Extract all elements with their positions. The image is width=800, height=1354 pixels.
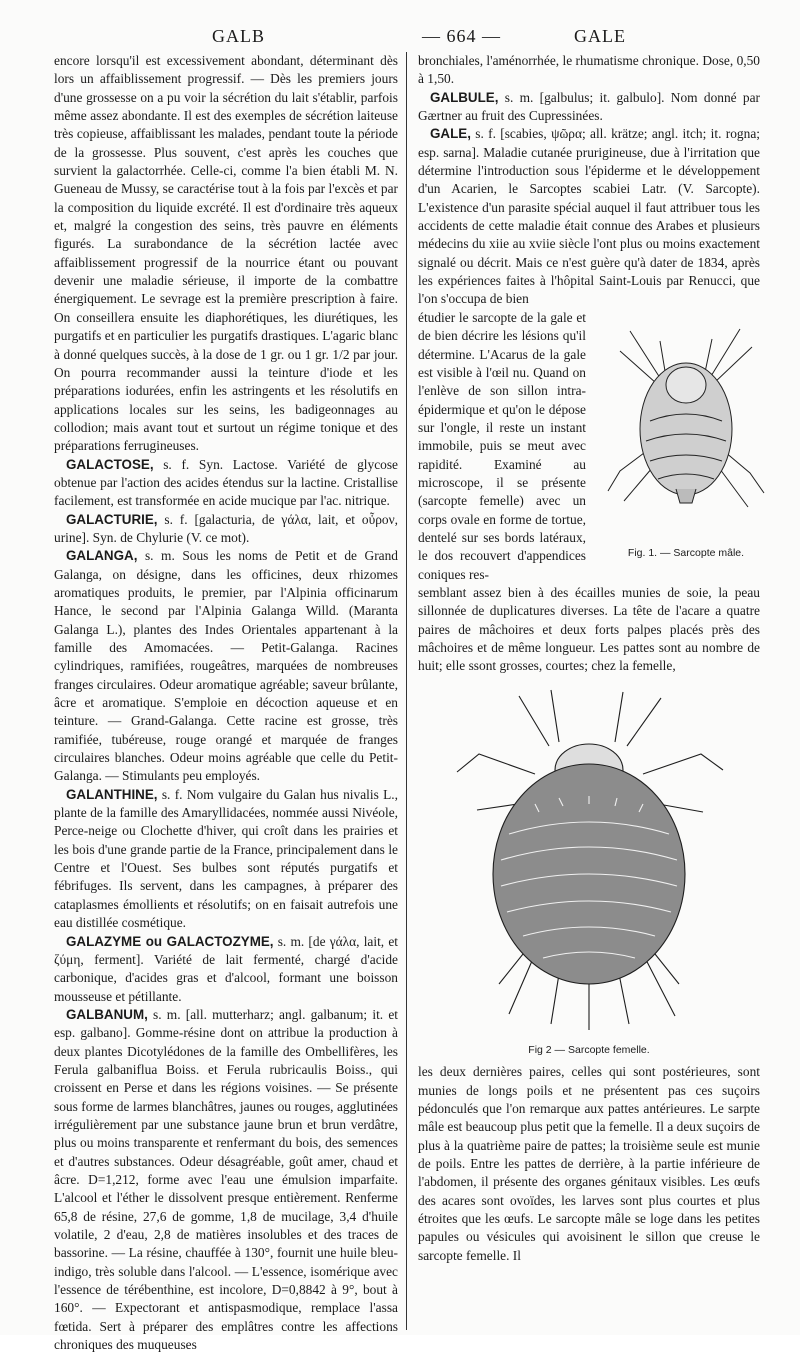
entry-galbule bbox=[418, 89, 760, 126]
entry-headword: GALACTURIE, bbox=[66, 511, 158, 527]
entry-headword: GALAZYME ou GALACTOZYME, bbox=[66, 933, 274, 949]
female-sarcopte-illustration bbox=[439, 684, 739, 1034]
male-sarcopte-illustration bbox=[600, 311, 772, 539]
figure-2 bbox=[418, 684, 760, 1060]
entry-headword: GALANTHINE, bbox=[66, 786, 158, 802]
figure-2-caption: Fig 2 — Sarcopte femelle. bbox=[528, 1044, 650, 1057]
entry-headword: GALE, bbox=[430, 126, 471, 142]
page-number: — 664 — bbox=[422, 26, 501, 46]
entry-text: s. m. [galbulus; it. galbulo]. Nom donné par Gærtner au fruit des Cupressinées. bbox=[418, 89, 760, 124]
running-head-left: GALB bbox=[212, 26, 265, 46]
entry-text: s. f. [galacturia, de γάλα, lait, et οὖρον, urine]. Syn. de Chylurie (V. ce mot). bbox=[54, 511, 398, 545]
entry-galanthine bbox=[54, 786, 398, 933]
entry-headword: GALACTOSE, bbox=[66, 456, 154, 472]
entry-headword: GALBULE, bbox=[430, 89, 499, 105]
figure-1-block bbox=[418, 309, 760, 584]
entry-galazyme bbox=[54, 933, 398, 1006]
entry-gale bbox=[418, 125, 760, 308]
gale-text-continued: semblant assez bien à des écailles munies de soie, la peau sillonnée de duplicatures diverses. La tête de l'acare a quatre paires de mâchoires et deux forts palpes placés près des mâchoires et de même longueur. Les pattes sont au nombre de huit; elle ssont grosses, courtes; chez la femelle, bbox=[418, 584, 760, 674]
column-divider bbox=[406, 52, 407, 1330]
entry-continuation bbox=[54, 52, 398, 456]
entry-text: s. f. [scabies, ψῶρα; all. krätze; angl. itch; it. rogna; esp. sarna]. Maladie cutanée prurigineuse, due à l'irritation que détermine l'introduction sous l'épiderme et le développement d'un Acarien, le Sarcoptes scabiei Latr. (V. Sarcopte). L'existence d'un parasite spécial auquel il faut attribuer tous les accidents de cette maladie était connue des Arabes et plusieurs médecins du xiie au xviie siècle l'ont plus ou moins exactement signalé ou décrit. Mais ce n'est guère qu'à dater de 1834, après les expériences faites à l'hôpital Saint-Louis par Renucci, que l'on s'occupa de bien bbox=[418, 126, 760, 307]
entry-galanga bbox=[54, 547, 398, 785]
figure-1-caption: Fig. 1. — Sarcopte mâle. bbox=[627, 547, 745, 560]
entry-headword: GALBANUM, bbox=[66, 1006, 148, 1022]
figure-1 bbox=[600, 311, 772, 563]
running-head bbox=[52, 26, 764, 50]
entry-headword: GALANGA, bbox=[66, 548, 138, 564]
entry-text: s. f. Syn. Lactose. Variété de glycose obtenue par l'action des acides étendus sur la lactine. Cristallise facilement, est transformée en acide mucique par l'ac. nitrique. bbox=[54, 456, 398, 509]
entry-galactose bbox=[54, 456, 398, 511]
entry-text: s. m. Sous les noms de Petit et de Grand Galanga, on désigne, dans les officines, deux rhizomes aromatiques produits, le premier, par l'Alpinia officinarum Hance, le second par l'Alpinia Galanga Willd. (Maranta Galanga L.), plantes des Indes Orientales appartenant à la famille des Amomacées. — Petit-Galanga. Racines cylindriques, ramifiées, rougeâtres, marquées de nombreuses franges circulaires. Odeur aromatique agréable; saveur brûlante, âcre et aromatique. S'emploie en décoction aqueuse et en teinture. — Grand-Galanga. Cette racine est grosse, très ramifiée, tubéreuse, rouge orangé et marquée de franges circulaires blanches. Odeur moins agréable que celle du Petit-Galanga. — Stimulants peu employés. bbox=[54, 548, 398, 784]
entry-text: s. m. [de γάλα, lait, et ζύμη, ferment]. Variété de lait fermenté, chargé d'acide carbonique, d'acides gras et d'alcool, formant une boisson mousseuse et pétillante. bbox=[54, 933, 399, 1004]
entry-text: s. f. Nom vulgaire du Galan hus nivalis L., plante de la famille des Amaryllidacées, nommée aussi Nivéole, Perce-neige ou Clochette d'hiver, qui croît dans les prairies et les bois d'une grande partie de la France, principalement dans le Centre et l'Ouest. Ses bulbes sont réputés purgatifs et fébrifuges. Ils servent, dans les campagnes, à préparer des cataplasmes émollients et résolutifs; on en faisait autrefois une eau distillée cosmétique. bbox=[54, 786, 398, 931]
gale-text-narrow: étudier le sarcopte de la gale et de bien décrire les lésions qu'il détermine. L'Acarus de la gale est visible à l'œil nu. Quand on l'enlève de son sillon intra-épidermique et qu'on le dépose sur l'ongle, il reste un instant immobile, puis se meut avec rapidité. Examiné au microscope, il se présente (sarcopte femelle) avec un corps ovale en forme de tortue, dentelé sur ses bords latéraux, le dos recouvert d'appendices coniques res- bbox=[418, 309, 586, 582]
left-column bbox=[54, 52, 398, 1354]
right-column bbox=[418, 52, 760, 1265]
entry-text: encore lorsqu'il est excessivement abondant, déterminant dès lors un affaiblissement progressif. — Dès les premiers jours d'une grossesse on a pu voir la sécrétion du lait s'établir, parfois même assez abondante. Il est des exemples de sécrétion laiteuse très copieuse, affaiblissant les malades, pendant toute la période de la grossesse. Plus souvent, c'est après les couches que survient la galactorrhée. Celle-ci, comme l'a bien établi M. N. Gueneau de Mussy, se caractérise tout à la fois par l'excès et par la composition du liquide excrété. Il est d'ordinaire très aqueux et, malgré la congestion des seins, très pauvre en éléments figurés. La surabondance de la sécrétion lactée avec affaiblissement progressif de la nourrice étant ou pouvant devenir une maladie sérieuse, il importe de la combattre énergiquement. Le sevrage est la première prescription à faire. On conseillera ensuite les diaphorétiques, les diurétiques, les purgatifs et en particulier les purgatifs drastiques. L'agaric blanc à donné quelques succès, à la dose de 1 gr. ou 1 gr. 1/2 par jour. On pourra recommander aussi la teinture d'iode et les préparations iodurées, enfin les astringents et les résolutifs en applications locales sur les seins, les badigeonnages au collodion; mais avant tout et surtout un régime tonique et des préparations ferrugineuses. bbox=[54, 53, 398, 454]
entry-continuation: bronchiales, l'aménorrhée, le rhumatisme chronique. Dose, 0,50 à 1,50. bbox=[418, 53, 760, 87]
entry-galacturie bbox=[54, 511, 398, 548]
running-head-right: GALE bbox=[574, 26, 626, 46]
entry-galbanum bbox=[54, 1006, 398, 1354]
gale-text-final: les deux dernières paires, celles qui sont postérieures, sont munies de longs poils et ne présentent pas ces suçoirs pédonculés que l'on remarque aux pattes antérieures. Le sarpte mâle est beaucoup plus petit que la femelle. Il a deux suçoirs de plus à la quatrième paire de pattes; la troisième seule est munie de poils. Entre les pattes de derrière, à la partie inférieure de l'abdomen, il présente des organes génitaux visibles. Les œufs des acares sont ovoïdes, les larves sont plus courtes et plus étroites que les œufs. Le sarcopte mâle se loge dans les petites papules ou vésicules qui avoisinent le sillon que creuse le sarcopte femelle. Il bbox=[418, 1064, 760, 1263]
entry-text: s. m. [all. mutterharz; angl. galbanum; it. et esp. galbano]. Gomme-résine dont on attribue la production à deux plantes Dicotylédones de la famille des Ombellifères, les Ferula galbaniflua Boiss. et Ferula rubricaulis Boiss., qui croissent en Perse et dans les régions voisines. — Se présente sous forme de larmes blanchâtres, jaunes ou rouges, agglutinées irrégulièrement par une substance jaune brun et brun verdâtre, plus ou moins transparente et renfermant du bois, des semences et d'autres substances. Odeur désagréable, goût amer, chaud et âcre. D=1,212, forme avec l'eau une émulsion imparfaite. L'alcool et l'éther le dissolvent presque entièrement. Renferme 65,8 de résine, 27,6 de gomme, 1,8 de mucilage, 3,4 d'huile volatile, 2 d'eau, 2,8 de matières insolubles et des traces de bassorine. — La résine, chauffée à 130°, fournit une huile bleu-indigo, très soluble dans l'alcool. — L'essence, isomérique avec l'essence de térébenthine, est incolore, D=0,8842 à 9°, bout à 160°. — Expectorant et antispasmodique, remplace l'assa fœtida. Sert à préparer des emplâtres contre les affections chroniques des muqueuses bbox=[54, 1006, 398, 1353]
